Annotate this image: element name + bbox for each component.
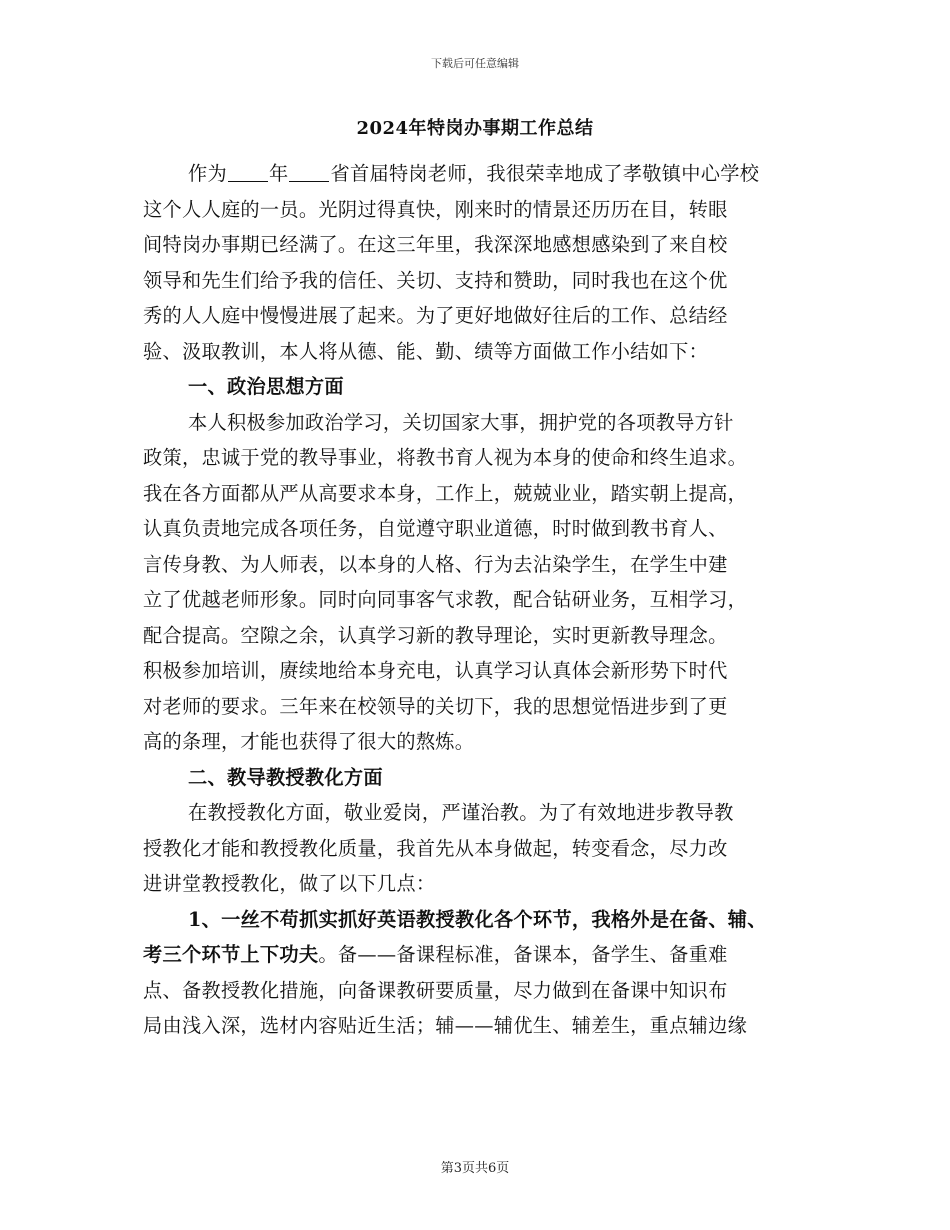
paragraph-line: 授教化才能和教授教化质量，我首先从本身做起，转变看念，尽力改 xyxy=(143,836,728,860)
intro-line: 验、汲取教训，本人将从德、能、勤、绩等方面做工作小结如下： xyxy=(143,339,709,363)
intro-text: 年 xyxy=(268,162,289,185)
paragraph-line: 认真负责地完成各项任务，自觉遵守职业道德，时时做到教书育人、 xyxy=(143,517,728,540)
point-1-bold-text: 考三个环节上下功夫 xyxy=(143,943,319,966)
intro-text: 作为 xyxy=(188,162,227,185)
paragraph-line: 对老师的要求。三年来在校领导的关切下，我的思想觉悟进步到了更 xyxy=(143,694,728,718)
intro-line: 领导和先生们给予我的信任、关切、支持和赞助，同时我也在这个优 xyxy=(143,268,728,292)
paragraph-line: 我在各方面都从严从高要求本身，工作上，兢兢业业，踏实朝上提高， xyxy=(143,481,748,505)
paragraph-line: 言传身教、为人师表，以本身的人格、行为去沾染学生，在学生中建 xyxy=(143,552,728,576)
point-1-paragraph xyxy=(143,902,813,1044)
section-heading-teaching: 二、教导教授教化方面 xyxy=(188,765,383,789)
paragraph-line: 配合提高。空隙之余，认真学习新的教导理论，实时更新教导理念。 xyxy=(143,623,728,647)
intro-line: 秀的人人庭中慢慢进展了起来。为了更好地做好往后的工作、总结经 xyxy=(143,304,728,327)
document-title: 2024年特岗办事期工作总结 xyxy=(356,118,594,139)
paragraph-line: 立了优越老师形象。同时向同事客气求教，配合钻研业务，互相学习， xyxy=(143,588,748,611)
intro-line xyxy=(143,156,813,192)
paragraph-line: 在教授教化方面，敬业爱岗，严谨治教。为了有效地进步教导教 xyxy=(188,801,734,824)
fill-blank xyxy=(228,163,268,182)
intro-paragraph xyxy=(143,156,813,369)
page-header-note: 下载后可任意编辑 xyxy=(431,57,519,70)
point-1-text: 。备——备课程标准，备课本，备学生、备重难 xyxy=(318,943,728,966)
page-number-footer: 第3页共6页 xyxy=(440,1161,510,1176)
paragraph-line: 高的条理，才能也获得了很大的熬炼。 xyxy=(143,730,475,753)
paragraph-line: 局由浅入深，选材内容贴近生活；辅——辅优生、辅差生，重点辅边缘 xyxy=(143,1014,748,1037)
paragraph-line: 积极参加培训，赓续地给本身充电，认真学习认真体会新形势下时代 xyxy=(143,659,728,682)
point-1-mixed-line xyxy=(143,937,813,973)
paragraph-line: 政策，忠诚于党的教导事业，将教书育人视为本身的使命和终生追求。 xyxy=(143,446,748,469)
section1-paragraph xyxy=(143,405,813,760)
section-heading-politics: 一、政治思想方面 xyxy=(188,375,344,398)
fill-blank xyxy=(289,163,329,182)
section2-paragraph xyxy=(143,795,813,902)
paragraph-line: 本人积极参加政治学习，关切国家大事，拥护党的各项教导方针 xyxy=(188,410,734,434)
paragraph-line: 进讲堂教授教化，做了以下几点： xyxy=(143,872,436,895)
document-body xyxy=(143,156,813,1044)
paragraph-line: 点、备教授教化措施，向备课教研要质量，尽力做到在备课中知识布 xyxy=(143,978,728,1002)
intro-line: 这个人人庭的一员。光阴过得真快，刚来时的情景还历历在目，转眼 xyxy=(143,197,728,221)
point-1-bold-line: 1、一丝不苟抓实抓好英语教授教化各个环节，我格外是在备、辅、 xyxy=(188,907,767,931)
intro-line: 间特岗办事期已经满了。在这三年里，我深深地感想感染到了来自校 xyxy=(143,233,728,256)
intro-text: 省首届特岗老师，我很荣幸地成了孝敬镇中心学校 xyxy=(330,162,760,185)
